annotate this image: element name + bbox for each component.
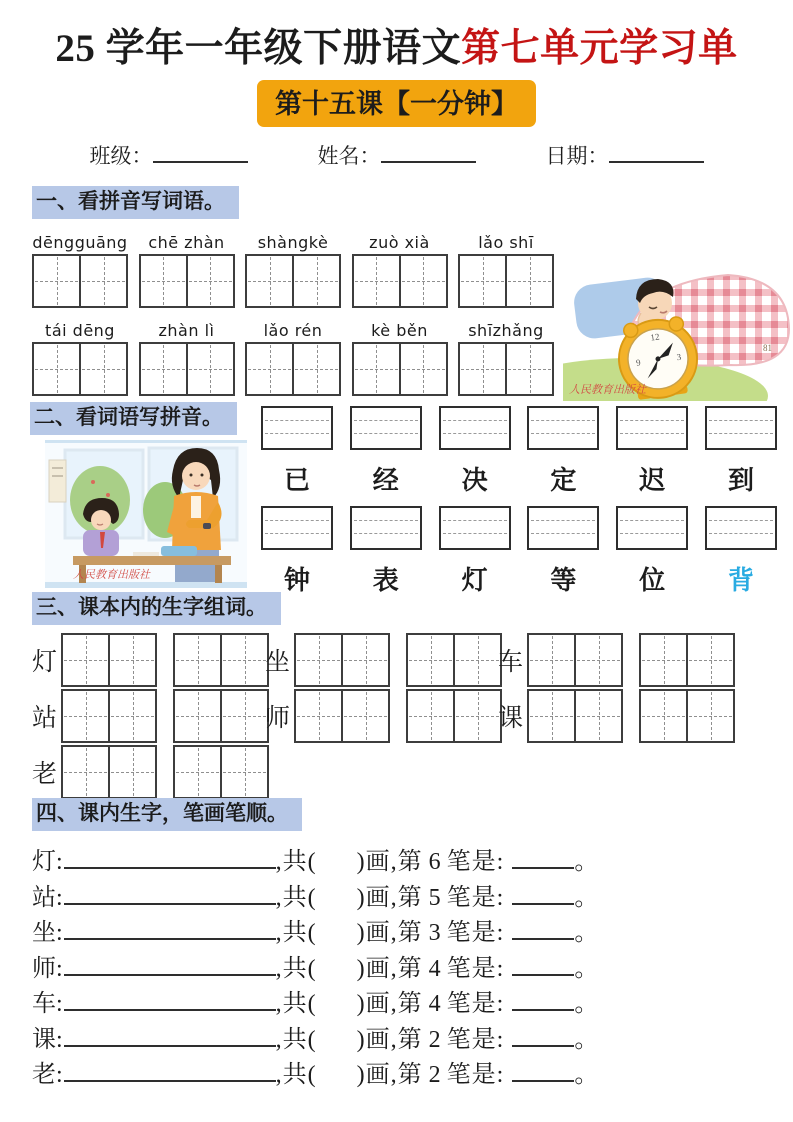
grid-cell <box>529 691 576 741</box>
word-column <box>436 406 514 497</box>
pinyin-box[interactable] <box>527 406 599 450</box>
grid-cell <box>408 635 455 685</box>
zuci-char: 灯 <box>32 649 58 677</box>
grid-cell <box>401 344 446 394</box>
writing-grid[interactable] <box>61 689 157 743</box>
writing-grid[interactable] <box>639 633 735 687</box>
pinyin-word-block <box>458 233 554 308</box>
grid-cell <box>63 747 110 797</box>
zuci-row <box>32 745 772 799</box>
grid-cell <box>141 344 188 394</box>
stroke-lines <box>32 841 772 1090</box>
writing-grid[interactable] <box>61 745 157 799</box>
stroke-line <box>32 1019 772 1055</box>
grid-cell <box>188 256 233 306</box>
zuci-entry <box>32 689 265 743</box>
stroke-char: 老 <box>32 1062 56 1089</box>
period-text: 。 <box>574 884 600 911</box>
writing-grid[interactable] <box>527 633 623 687</box>
word-column-row-0 <box>258 406 780 497</box>
pinyin-box[interactable] <box>439 406 511 450</box>
clock-number-12: 12 <box>649 331 661 343</box>
stroke-answer-blank[interactable] <box>512 985 574 1011</box>
stroke-order-blank[interactable] <box>64 1056 276 1082</box>
grid-cell <box>455 635 500 685</box>
writing-grid[interactable] <box>294 633 390 687</box>
grid-cell <box>576 691 621 741</box>
name-field <box>318 140 476 170</box>
zuci-entry <box>32 745 265 799</box>
stroke-order-blank[interactable] <box>64 879 276 905</box>
clock-number-9: 9 <box>635 357 642 368</box>
grid-cell <box>110 691 155 741</box>
pinyin-word-block <box>32 321 128 396</box>
stroke-count-blank[interactable] <box>317 1058 357 1082</box>
bishi-text: 笔是: <box>446 1026 505 1053</box>
gong-text: ,共( <box>275 1026 317 1053</box>
pinyin-writing-area <box>32 233 554 396</box>
word-label: 决 <box>461 466 488 495</box>
stroke-number: 2 <box>428 1026 441 1053</box>
pencil-case <box>161 546 197 556</box>
zuci-rows <box>32 633 772 799</box>
stroke-line <box>32 877 772 913</box>
stroke-char: 灯 <box>32 849 56 876</box>
zuci-entry <box>32 633 265 687</box>
stroke-char: 课 <box>32 1026 56 1053</box>
grid-cell <box>175 747 222 797</box>
page-number: 81 <box>763 343 772 353</box>
date-field <box>546 140 704 170</box>
pinyin-word-block <box>352 321 448 396</box>
stroke-order-blank[interactable] <box>64 1021 276 1047</box>
bishi-text: 笔是: <box>446 849 505 876</box>
stroke-answer-blank[interactable] <box>512 1021 574 1047</box>
period-text: 。 <box>574 991 600 1018</box>
hua-text: )画,第 <box>356 1026 423 1053</box>
pinyin-box[interactable] <box>350 406 422 450</box>
pinyin-label: lǎo rén <box>263 321 323 341</box>
grid-cell <box>688 691 733 741</box>
word-label: 位 <box>639 566 666 595</box>
wristwatch-icon <box>203 523 211 529</box>
hua-text: )画,第 <box>356 955 423 982</box>
pinyin-box[interactable] <box>705 506 777 550</box>
stroke-order-blank[interactable] <box>64 985 276 1011</box>
pinyin-label: chē zhàn <box>148 233 225 253</box>
name-blank[interactable] <box>381 141 476 163</box>
pinyin-answer-area <box>258 406 780 606</box>
stroke-order-blank[interactable] <box>64 950 276 976</box>
writing-grid[interactable] <box>406 689 502 743</box>
zuci-char: 课 <box>498 705 524 733</box>
section-3-heading: 三、课本内的生字组词。 <box>32 592 281 625</box>
stroke-answer-blank[interactable] <box>512 1056 574 1082</box>
word-column <box>524 506 602 597</box>
grid-cell <box>576 635 621 685</box>
writing-grid[interactable] <box>173 633 269 687</box>
section-3 <box>32 592 772 801</box>
writing-grid[interactable] <box>458 342 554 396</box>
zuci-entry <box>498 633 731 687</box>
grid-cell <box>63 691 110 741</box>
grid-cell <box>296 635 343 685</box>
section-1 <box>32 186 554 409</box>
bishi-text: 笔是: <box>446 1062 505 1089</box>
word-label: 等 <box>550 566 577 595</box>
stroke-line <box>32 1054 772 1090</box>
writing-grid[interactable] <box>458 254 554 308</box>
pinyin-row-1 <box>32 321 554 396</box>
pinyin-label: dēngguāng <box>32 233 128 253</box>
grid-cell <box>408 691 455 741</box>
class-blank[interactable] <box>153 141 248 163</box>
section-2-heading: 二、看词语写拼音。 <box>30 402 237 435</box>
word-label: 定 <box>550 466 577 495</box>
stroke-answer-blank[interactable] <box>512 914 574 940</box>
grid-cell <box>455 691 500 741</box>
writing-grid[interactable] <box>61 633 157 687</box>
stroke-number: 3 <box>428 920 441 947</box>
grid-cell <box>188 344 233 394</box>
word-label: 表 <box>372 566 399 595</box>
stroke-answer-blank[interactable] <box>512 879 574 905</box>
word-label: 钟 <box>283 566 310 595</box>
word-column <box>524 406 602 497</box>
desk <box>73 556 231 565</box>
pinyin-label: tái dēng <box>45 321 115 341</box>
grid-cell <box>110 747 155 797</box>
stroke-line <box>32 912 772 948</box>
colon-text: : <box>56 991 64 1018</box>
word-column <box>258 506 336 597</box>
gong-text: ,共( <box>275 1062 317 1089</box>
stroke-count-blank[interactable] <box>317 845 357 869</box>
pinyin-box[interactable] <box>261 406 333 450</box>
hua-text: )画,第 <box>356 884 423 911</box>
grid-cell <box>460 344 507 394</box>
publisher-watermark: 人民教育出版社 <box>73 569 150 581</box>
gong-text: ,共( <box>275 991 317 1018</box>
pinyin-box[interactable] <box>350 506 422 550</box>
stroke-char: 站 <box>32 884 56 911</box>
stroke-number: 2 <box>428 1062 441 1089</box>
zuci-char: 站 <box>32 705 58 733</box>
section-4 <box>32 798 772 1090</box>
pinyin-label: zhàn lì <box>158 321 215 341</box>
bishi-text: 笔是: <box>446 920 505 947</box>
grid-cell <box>63 635 110 685</box>
pinyin-box[interactable] <box>705 406 777 450</box>
colon-text: : <box>56 1026 64 1053</box>
section-1-heading: 一、看拼音写词语。 <box>32 186 239 219</box>
page-title <box>0 28 793 71</box>
stroke-order-blank[interactable] <box>64 914 276 940</box>
hua-text: )画,第 <box>356 1062 423 1089</box>
zuci-char: 车 <box>498 649 524 677</box>
pinyin-word-block <box>139 233 235 308</box>
pinyin-box[interactable] <box>261 506 333 550</box>
stroke-count-blank[interactable] <box>317 881 357 905</box>
class-field <box>90 140 248 170</box>
stroke-count-blank[interactable] <box>317 916 357 940</box>
wall-poster <box>49 460 66 502</box>
zuci-row <box>32 633 772 687</box>
grid-cell <box>688 635 733 685</box>
pinyin-label: zuò xià <box>369 233 430 253</box>
name-label: 姓名： <box>317 143 381 168</box>
stroke-number: 4 <box>428 955 441 982</box>
pinyin-label: kè běn <box>371 321 428 341</box>
title-red: 第七单元学习单 <box>461 27 738 70</box>
grid-cell <box>222 747 267 797</box>
hua-text: )画,第 <box>356 920 423 947</box>
grid-cell <box>34 256 81 306</box>
student-info-row <box>0 140 793 170</box>
stroke-char: 师 <box>32 955 56 982</box>
stroke-order-blank[interactable] <box>64 843 276 869</box>
colon-text: : <box>56 1062 64 1089</box>
colon-text: : <box>56 920 64 947</box>
clock-number-3: 3 <box>676 351 682 363</box>
publisher-watermark: 人民教育出版社 <box>569 384 646 396</box>
hua-text: )画,第 <box>356 849 423 876</box>
writing-grid[interactable] <box>352 254 448 308</box>
writing-grid[interactable] <box>173 689 269 743</box>
bishi-text: 笔是: <box>446 955 505 982</box>
grid-cell <box>529 635 576 685</box>
word-label: 迟 <box>639 466 666 495</box>
writing-grid[interactable] <box>352 342 448 396</box>
word-column-row-1 <box>258 506 780 597</box>
grid-cell <box>401 256 446 306</box>
pinyin-word-block <box>139 321 235 396</box>
gong-text: ,共( <box>275 849 317 876</box>
pinyin-label: shīzhǎng <box>468 321 544 341</box>
writing-grid[interactable] <box>173 745 269 799</box>
grid-cell <box>81 344 126 394</box>
word-label: 灯 <box>461 566 488 595</box>
word-column <box>613 506 691 597</box>
grid-cell <box>141 256 188 306</box>
grid-cell <box>641 691 688 741</box>
stroke-count-blank[interactable] <box>317 952 357 976</box>
period-text: 。 <box>574 920 600 947</box>
grid-cell <box>110 635 155 685</box>
pinyin-box[interactable] <box>616 506 688 550</box>
pinyin-box[interactable] <box>616 406 688 450</box>
colon-text: : <box>56 884 64 911</box>
writing-grid[interactable] <box>294 689 390 743</box>
word-label: 到 <box>727 466 754 495</box>
writing-grid[interactable] <box>32 342 128 396</box>
grid-cell <box>81 256 126 306</box>
word-column <box>702 506 780 597</box>
pinyin-box[interactable] <box>527 506 599 550</box>
period-text: 。 <box>574 1026 600 1053</box>
sleeping-boy-illustration <box>563 241 791 401</box>
writing-grid[interactable] <box>639 689 735 743</box>
stroke-count-blank[interactable] <box>317 1023 357 1047</box>
date-blank[interactable] <box>609 141 704 163</box>
class-label: 班级： <box>89 143 153 168</box>
stroke-answer-blank[interactable] <box>512 843 574 869</box>
word-label: 背 <box>727 566 754 595</box>
stroke-char: 坐 <box>32 920 56 947</box>
word-column <box>347 406 425 497</box>
grid-cell <box>222 635 267 685</box>
zuci-entry <box>498 689 731 743</box>
grid-cell <box>247 256 294 306</box>
zuci-entry <box>265 633 498 687</box>
grid-cell <box>247 344 294 394</box>
pinyin-label: lǎo shī <box>478 233 534 253</box>
stroke-answer-blank[interactable] <box>512 950 574 976</box>
word-label: 已 <box>283 466 310 495</box>
stroke-count-blank[interactable] <box>317 987 357 1011</box>
pinyin-word-block <box>245 233 341 308</box>
colon-text: : <box>56 849 64 876</box>
student-face <box>91 510 111 530</box>
stroke-line <box>32 983 772 1019</box>
grid-cell <box>222 691 267 741</box>
classroom-illustration <box>45 440 247 588</box>
word-column <box>258 406 336 497</box>
pinyin-word-block <box>32 233 128 308</box>
writing-grid[interactable] <box>139 254 235 308</box>
writing-grid[interactable] <box>245 254 341 308</box>
bishi-text: 笔是: <box>446 991 505 1018</box>
pinyin-row-0 <box>32 233 554 308</box>
zuci-char: 坐 <box>265 649 291 677</box>
period-text: 。 <box>574 955 600 982</box>
stroke-line <box>32 841 772 877</box>
pinyin-word-block <box>352 233 448 308</box>
stroke-char: 车 <box>32 991 56 1018</box>
header <box>0 28 793 170</box>
zuci-row <box>32 689 772 743</box>
grid-cell <box>641 635 688 685</box>
period-text: 。 <box>574 1062 600 1089</box>
date-label: 日期： <box>545 143 609 168</box>
pinyin-word-block <box>458 321 554 396</box>
grid-cell <box>294 344 339 394</box>
word-column <box>436 506 514 597</box>
lesson-badge: 第十五课【一分钟】 <box>257 80 536 127</box>
writing-grid[interactable] <box>527 689 623 743</box>
word-column <box>347 506 425 597</box>
grid-cell <box>296 691 343 741</box>
title-black: 25 学年一年级下册语文 <box>55 27 462 70</box>
writing-grid[interactable] <box>245 342 341 396</box>
zuci-entry <box>265 689 498 743</box>
pinyin-box[interactable] <box>439 506 511 550</box>
grid-cell <box>175 691 222 741</box>
writing-grid[interactable] <box>32 254 128 308</box>
section-4-heading: 四、课内生字，笔画笔顺。 <box>32 798 302 831</box>
writing-grid[interactable] <box>406 633 502 687</box>
pinyin-word-block <box>245 321 341 396</box>
grid-cell <box>294 256 339 306</box>
zuci-char: 老 <box>32 761 58 789</box>
grid-cell <box>507 256 552 306</box>
grid-cell <box>34 344 81 394</box>
colon-text: : <box>56 955 64 982</box>
gong-text: ,共( <box>275 955 317 982</box>
writing-grid[interactable] <box>139 342 235 396</box>
gong-text: ,共( <box>275 920 317 947</box>
bishi-text: 笔是: <box>446 884 505 911</box>
grid-cell <box>343 635 388 685</box>
grid-cell <box>460 256 507 306</box>
grid-cell <box>507 344 552 394</box>
stroke-number: 5 <box>428 884 441 911</box>
stroke-number: 4 <box>428 991 441 1018</box>
grid-cell <box>354 256 401 306</box>
pinyin-label: shàngkè <box>257 233 329 253</box>
grid-cell <box>354 344 401 394</box>
grid-cell <box>343 691 388 741</box>
stroke-line <box>32 948 772 984</box>
grid-cell <box>175 635 222 685</box>
word-column <box>613 406 691 497</box>
period-text: 。 <box>574 849 600 876</box>
zuci-char: 师 <box>265 705 291 733</box>
gong-text: ,共( <box>275 884 317 911</box>
stroke-number: 6 <box>428 849 441 876</box>
hua-text: )画,第 <box>356 991 423 1018</box>
word-column <box>702 406 780 497</box>
word-label: 经 <box>372 466 399 495</box>
